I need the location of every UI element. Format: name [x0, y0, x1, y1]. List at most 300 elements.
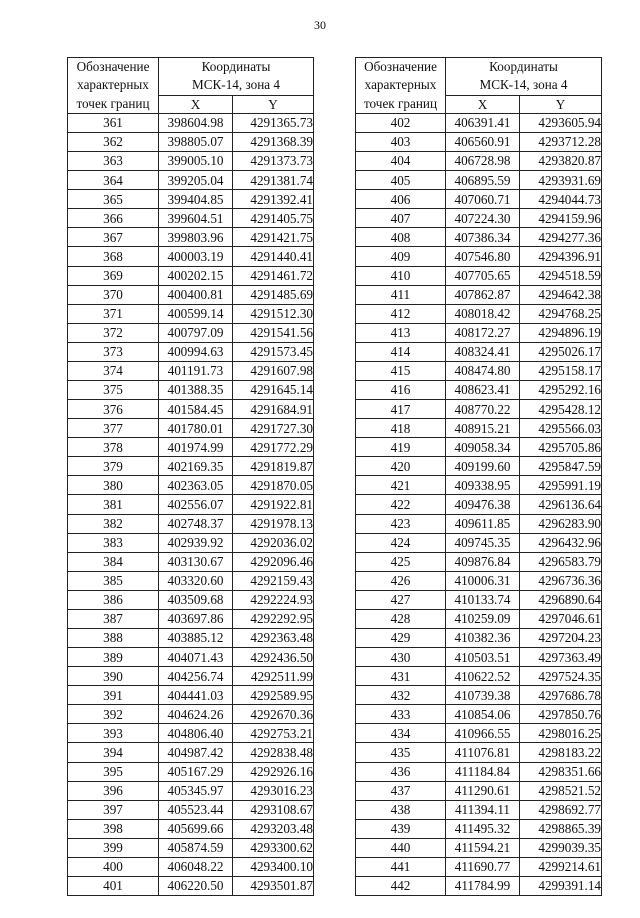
- table-row: [68, 571, 314, 590]
- y-coordinate-cell: 4291645.14: [233, 380, 314, 399]
- x-coordinate-cell: 406048.22: [159, 857, 233, 876]
- table-row: [68, 857, 314, 876]
- table-row: [68, 438, 314, 457]
- y-coordinate-cell: 4292292.95: [233, 609, 314, 628]
- x-coordinate-cell: 404806.40: [159, 724, 233, 743]
- x-coordinate-cell: 398805.07: [159, 132, 233, 151]
- table-row: [356, 819, 602, 838]
- y-coordinate-cell: 4291978.13: [233, 514, 314, 533]
- x-coordinate-cell: 409876.84: [446, 552, 520, 571]
- y-coordinate-cell: 4292926.16: [233, 762, 314, 781]
- x-coordinate-cell: 406560.91: [446, 132, 520, 151]
- table-row: [356, 877, 602, 896]
- point-id-cell: 426: [356, 571, 446, 590]
- point-id-cell: 390: [68, 667, 159, 686]
- point-id-cell: 422: [356, 495, 446, 514]
- point-id-cell: 410: [356, 266, 446, 285]
- y-coordinate-cell: 4291607.98: [233, 361, 314, 380]
- y-coordinate-cell: 4295026.17: [520, 342, 602, 361]
- x-coordinate-cell: 408018.42: [446, 304, 520, 323]
- point-id-cell: 415: [356, 361, 446, 380]
- header-coordinates: Координаты МСК-14, зона 4: [446, 58, 602, 96]
- y-coordinate-cell: 4297686.78: [520, 686, 602, 705]
- x-coordinate-cell: 401780.01: [159, 419, 233, 438]
- table-row: [68, 743, 314, 762]
- point-id-cell: 372: [68, 323, 159, 342]
- x-coordinate-cell: 402363.05: [159, 476, 233, 495]
- point-id-cell: 366: [68, 209, 159, 228]
- y-coordinate-cell: 4291684.91: [233, 400, 314, 419]
- table-row: [356, 342, 602, 361]
- table-row: [68, 247, 314, 266]
- x-coordinate-cell: 402556.07: [159, 495, 233, 514]
- point-id-cell: 409: [356, 247, 446, 266]
- table-row: [356, 171, 602, 190]
- point-id-cell: 404: [356, 152, 446, 171]
- y-coordinate-cell: 4291541.56: [233, 323, 314, 342]
- table-row: [356, 800, 602, 819]
- point-id-cell: 425: [356, 552, 446, 571]
- x-coordinate-cell: 404256.74: [159, 667, 233, 686]
- y-coordinate-cell: 4296736.36: [520, 571, 602, 590]
- point-id-cell: 378: [68, 438, 159, 457]
- point-id-cell: 414: [356, 342, 446, 361]
- table-row: [68, 266, 314, 285]
- coordinates-table-right: [355, 57, 602, 896]
- table-row: [356, 285, 602, 304]
- table-row: [356, 304, 602, 323]
- y-coordinate-cell: 4295705.86: [520, 438, 602, 457]
- y-coordinate-cell: 4295158.17: [520, 361, 602, 380]
- point-id-cell: 374: [68, 361, 159, 380]
- table-row: [68, 552, 314, 571]
- point-id-cell: 423: [356, 514, 446, 533]
- x-coordinate-cell: 400202.15: [159, 266, 233, 285]
- x-coordinate-cell: 409338.95: [446, 476, 520, 495]
- y-coordinate-cell: 4297046.61: [520, 609, 602, 628]
- y-coordinate-cell: 4294642.38: [520, 285, 602, 304]
- table-row: [68, 667, 314, 686]
- table-row: [356, 266, 602, 285]
- y-coordinate-cell: 4296136.64: [520, 495, 602, 514]
- x-coordinate-cell: 409058.34: [446, 438, 520, 457]
- point-id-cell: 392: [68, 705, 159, 724]
- x-coordinate-cell: 404071.43: [159, 648, 233, 667]
- y-coordinate-cell: 4298692.77: [520, 800, 602, 819]
- x-coordinate-cell: 407386.34: [446, 228, 520, 247]
- table-row: [68, 457, 314, 476]
- y-coordinate-cell: 4291727.30: [233, 419, 314, 438]
- x-coordinate-cell: 408623.41: [446, 380, 520, 399]
- x-coordinate-cell: 399604.51: [159, 209, 233, 228]
- point-id-cell: 416: [356, 380, 446, 399]
- point-id-cell: 373: [68, 342, 159, 361]
- point-id-cell: 386: [68, 590, 159, 609]
- point-id-cell: 400: [68, 857, 159, 876]
- point-id-cell: 387: [68, 609, 159, 628]
- table-row: [68, 514, 314, 533]
- x-coordinate-cell: 410133.74: [446, 590, 520, 609]
- point-id-cell: 442: [356, 877, 446, 896]
- point-id-cell: 376: [68, 400, 159, 419]
- table-row: [356, 476, 602, 495]
- x-coordinate-cell: 399205.04: [159, 171, 233, 190]
- y-coordinate-cell: 4291381.74: [233, 171, 314, 190]
- table-row: [356, 152, 602, 171]
- table-row: [68, 762, 314, 781]
- table-row: [68, 705, 314, 724]
- y-coordinate-cell: 4298865.39: [520, 819, 602, 838]
- table-row: [68, 380, 314, 399]
- table-row: [356, 552, 602, 571]
- x-coordinate-cell: 410854.06: [446, 705, 520, 724]
- point-id-cell: 436: [356, 762, 446, 781]
- table-row: [356, 533, 602, 552]
- point-id-cell: 411: [356, 285, 446, 304]
- x-coordinate-cell: 407546.80: [446, 247, 520, 266]
- table-row: [356, 667, 602, 686]
- x-coordinate-cell: 408474.80: [446, 361, 520, 380]
- y-coordinate-cell: 4291772.29: [233, 438, 314, 457]
- table-row: [68, 228, 314, 247]
- table-row: [68, 476, 314, 495]
- y-coordinate-cell: 4291392.41: [233, 190, 314, 209]
- point-id-cell: 371: [68, 304, 159, 323]
- point-id-cell: 394: [68, 743, 159, 762]
- x-coordinate-cell: 403130.67: [159, 552, 233, 571]
- point-id-cell: 424: [356, 533, 446, 552]
- point-id-cell: 380: [68, 476, 159, 495]
- x-coordinate-cell: 406728.98: [446, 152, 520, 171]
- point-id-cell: 361: [68, 113, 159, 132]
- y-coordinate-cell: 4299391.14: [520, 877, 602, 896]
- y-coordinate-cell: 4291485.69: [233, 285, 314, 304]
- y-coordinate-cell: 4292096.46: [233, 552, 314, 571]
- point-id-cell: 402: [356, 113, 446, 132]
- point-id-cell: 431: [356, 667, 446, 686]
- point-id-cell: 388: [68, 629, 159, 648]
- y-coordinate-cell: 4297524.35: [520, 667, 602, 686]
- x-coordinate-cell: 408770.22: [446, 400, 520, 419]
- header-y: Y: [520, 95, 602, 113]
- point-id-cell: 397: [68, 800, 159, 819]
- table-row: [68, 495, 314, 514]
- y-coordinate-cell: 4298183.22: [520, 743, 602, 762]
- table-row: [68, 800, 314, 819]
- y-coordinate-cell: 4293400.10: [233, 857, 314, 876]
- y-coordinate-cell: 4298521.52: [520, 781, 602, 800]
- point-id-cell: 391: [68, 686, 159, 705]
- table-row: [68, 648, 314, 667]
- table-row: [356, 438, 602, 457]
- x-coordinate-cell: 404987.42: [159, 743, 233, 762]
- point-id-cell: 440: [356, 838, 446, 857]
- x-coordinate-cell: 411784.99: [446, 877, 520, 896]
- table-row: [356, 400, 602, 419]
- y-coordinate-cell: 4294896.19: [520, 323, 602, 342]
- point-id-cell: 385: [68, 571, 159, 590]
- y-coordinate-cell: 4298016.25: [520, 724, 602, 743]
- table-row: [356, 609, 602, 628]
- table-row: [356, 743, 602, 762]
- point-id-cell: 365: [68, 190, 159, 209]
- table-row: [356, 132, 602, 151]
- point-id-cell: 367: [68, 228, 159, 247]
- y-coordinate-cell: 4295566.03: [520, 419, 602, 438]
- x-coordinate-cell: 401191.73: [159, 361, 233, 380]
- y-coordinate-cell: 4297204.23: [520, 629, 602, 648]
- x-coordinate-cell: 408172.27: [446, 323, 520, 342]
- header-x: X: [159, 95, 233, 113]
- y-coordinate-cell: 4296432.96: [520, 533, 602, 552]
- y-coordinate-cell: 4291440.41: [233, 247, 314, 266]
- point-id-cell: 375: [68, 380, 159, 399]
- y-coordinate-cell: 4291870.05: [233, 476, 314, 495]
- point-id-cell: 396: [68, 781, 159, 800]
- x-coordinate-cell: 411394.11: [446, 800, 520, 819]
- point-id-cell: 368: [68, 247, 159, 266]
- table-row: [68, 629, 314, 648]
- y-coordinate-cell: 4291512.30: [233, 304, 314, 323]
- x-coordinate-cell: 411495.32: [446, 819, 520, 838]
- y-coordinate-cell: 4294768.25: [520, 304, 602, 323]
- y-coordinate-cell: 4292159.43: [233, 571, 314, 590]
- table-row: [68, 819, 314, 838]
- x-coordinate-cell: 408324.41: [446, 342, 520, 361]
- y-coordinate-cell: 4297850.76: [520, 705, 602, 724]
- y-coordinate-cell: 4291573.45: [233, 342, 314, 361]
- y-coordinate-cell: 4293108.67: [233, 800, 314, 819]
- table-row: [356, 419, 602, 438]
- x-coordinate-cell: 405167.29: [159, 762, 233, 781]
- x-coordinate-cell: 401974.99: [159, 438, 233, 457]
- y-coordinate-cell: 4292670.36: [233, 705, 314, 724]
- point-id-cell: 433: [356, 705, 446, 724]
- y-coordinate-cell: 4291365.73: [233, 113, 314, 132]
- y-coordinate-cell: 4296283.90: [520, 514, 602, 533]
- y-coordinate-cell: 4295847.59: [520, 457, 602, 476]
- x-coordinate-cell: 403885.12: [159, 629, 233, 648]
- table-row: [68, 190, 314, 209]
- table-row: [356, 514, 602, 533]
- x-coordinate-cell: 410382.36: [446, 629, 520, 648]
- x-coordinate-cell: 407862.87: [446, 285, 520, 304]
- x-coordinate-cell: 406220.50: [159, 877, 233, 896]
- table-row: [68, 419, 314, 438]
- x-coordinate-cell: 400400.81: [159, 285, 233, 304]
- table-row: [68, 152, 314, 171]
- x-coordinate-cell: 407705.65: [446, 266, 520, 285]
- table-row: [356, 590, 602, 609]
- x-coordinate-cell: 398604.98: [159, 113, 233, 132]
- y-coordinate-cell: 4291461.72: [233, 266, 314, 285]
- x-coordinate-cell: 402169.35: [159, 457, 233, 476]
- table-row: [68, 171, 314, 190]
- y-coordinate-cell: 4292363.48: [233, 629, 314, 648]
- x-coordinate-cell: 410503.51: [446, 648, 520, 667]
- y-coordinate-cell: 4294159.96: [520, 209, 602, 228]
- x-coordinate-cell: 402748.37: [159, 514, 233, 533]
- y-coordinate-cell: 4292224.93: [233, 590, 314, 609]
- x-coordinate-cell: 410966.55: [446, 724, 520, 743]
- x-coordinate-cell: 401584.45: [159, 400, 233, 419]
- header-point-label: Обозначение характерных точек границ: [68, 58, 159, 114]
- point-id-cell: 398: [68, 819, 159, 838]
- y-coordinate-cell: 4299039.35: [520, 838, 602, 857]
- coordinates-table-left: [67, 57, 314, 896]
- y-coordinate-cell: 4295991.19: [520, 476, 602, 495]
- table-row: [356, 228, 602, 247]
- y-coordinate-cell: 4291368.39: [233, 132, 314, 151]
- header-x: X: [446, 95, 520, 113]
- x-coordinate-cell: 402939.92: [159, 533, 233, 552]
- point-id-cell: 401: [68, 877, 159, 896]
- x-coordinate-cell: 411184.84: [446, 762, 520, 781]
- x-coordinate-cell: 399404.85: [159, 190, 233, 209]
- table-row: [68, 686, 314, 705]
- y-coordinate-cell: 4291373.73: [233, 152, 314, 171]
- table-row: [68, 361, 314, 380]
- y-coordinate-cell: 4292436.50: [233, 648, 314, 667]
- table-row: [68, 533, 314, 552]
- point-id-cell: 412: [356, 304, 446, 323]
- point-id-cell: 393: [68, 724, 159, 743]
- table-row: [356, 686, 602, 705]
- x-coordinate-cell: 401388.35: [159, 380, 233, 399]
- point-id-cell: 418: [356, 419, 446, 438]
- point-id-cell: 382: [68, 514, 159, 533]
- x-coordinate-cell: 400797.09: [159, 323, 233, 342]
- x-coordinate-cell: 399005.10: [159, 152, 233, 171]
- point-id-cell: 384: [68, 552, 159, 571]
- x-coordinate-cell: 405699.66: [159, 819, 233, 838]
- point-id-cell: 428: [356, 609, 446, 628]
- point-id-cell: 439: [356, 819, 446, 838]
- table-row: [356, 247, 602, 266]
- point-id-cell: 435: [356, 743, 446, 762]
- x-coordinate-cell: 408915.21: [446, 419, 520, 438]
- x-coordinate-cell: 410006.31: [446, 571, 520, 590]
- x-coordinate-cell: 409611.85: [446, 514, 520, 533]
- x-coordinate-cell: 410622.52: [446, 667, 520, 686]
- y-coordinate-cell: 4294277.36: [520, 228, 602, 247]
- x-coordinate-cell: 399803.96: [159, 228, 233, 247]
- point-id-cell: 441: [356, 857, 446, 876]
- x-coordinate-cell: 409476.38: [446, 495, 520, 514]
- x-coordinate-cell: 409745.35: [446, 533, 520, 552]
- y-coordinate-cell: 4292753.21: [233, 724, 314, 743]
- point-id-cell: 389: [68, 648, 159, 667]
- y-coordinate-cell: 4295428.12: [520, 400, 602, 419]
- table-row: [356, 571, 602, 590]
- x-coordinate-cell: 404441.03: [159, 686, 233, 705]
- table-row: [356, 838, 602, 857]
- x-coordinate-cell: 403697.86: [159, 609, 233, 628]
- x-coordinate-cell: 403320.60: [159, 571, 233, 590]
- y-coordinate-cell: 4291819.87: [233, 457, 314, 476]
- point-id-cell: 369: [68, 266, 159, 285]
- point-id-cell: 429: [356, 629, 446, 648]
- x-coordinate-cell: 405345.97: [159, 781, 233, 800]
- point-id-cell: 408: [356, 228, 446, 247]
- header-coordinates: Координаты МСК-14, зона 4: [159, 58, 314, 96]
- point-id-cell: 427: [356, 590, 446, 609]
- y-coordinate-cell: 4293016.23: [233, 781, 314, 800]
- table-row: [356, 762, 602, 781]
- point-id-cell: 419: [356, 438, 446, 457]
- point-id-cell: 363: [68, 152, 159, 171]
- y-coordinate-cell: 4297363.49: [520, 648, 602, 667]
- y-coordinate-cell: 4294044.73: [520, 190, 602, 209]
- point-id-cell: 430: [356, 648, 446, 667]
- y-coordinate-cell: 4293501.87: [233, 877, 314, 896]
- x-coordinate-cell: 400994.63: [159, 342, 233, 361]
- table-row: [68, 323, 314, 342]
- y-coordinate-cell: 4293605.94: [520, 113, 602, 132]
- point-id-cell: 407: [356, 209, 446, 228]
- y-coordinate-cell: 4293203.48: [233, 819, 314, 838]
- y-coordinate-cell: 4298351.66: [520, 762, 602, 781]
- table-row: [356, 629, 602, 648]
- x-coordinate-cell: 409199.60: [446, 457, 520, 476]
- x-coordinate-cell: 404624.26: [159, 705, 233, 724]
- point-id-cell: 364: [68, 171, 159, 190]
- table-row: [356, 209, 602, 228]
- table-row: [356, 857, 602, 876]
- table-row: [68, 781, 314, 800]
- point-id-cell: 362: [68, 132, 159, 151]
- x-coordinate-cell: 410259.09: [446, 609, 520, 628]
- table-row: [68, 209, 314, 228]
- x-coordinate-cell: 407224.30: [446, 209, 520, 228]
- table-row: [356, 323, 602, 342]
- table-row: [356, 457, 602, 476]
- y-coordinate-cell: 4294396.91: [520, 247, 602, 266]
- point-id-cell: 379: [68, 457, 159, 476]
- table-row: [68, 838, 314, 857]
- table-row: [68, 724, 314, 743]
- y-coordinate-cell: 4292838.48: [233, 743, 314, 762]
- table-row: [68, 342, 314, 361]
- x-coordinate-cell: 411076.81: [446, 743, 520, 762]
- y-coordinate-cell: 4292589.95: [233, 686, 314, 705]
- table-row: [356, 648, 602, 667]
- table-row: [356, 113, 602, 132]
- y-coordinate-cell: 4299214.61: [520, 857, 602, 876]
- x-coordinate-cell: 406391.41: [446, 113, 520, 132]
- y-coordinate-cell: 4292036.02: [233, 533, 314, 552]
- x-coordinate-cell: 400599.14: [159, 304, 233, 323]
- y-coordinate-cell: 4293820.87: [520, 152, 602, 171]
- table-row: [68, 132, 314, 151]
- table-row: [356, 495, 602, 514]
- table-row: [68, 877, 314, 896]
- point-id-cell: 417: [356, 400, 446, 419]
- table-row: [356, 361, 602, 380]
- table-row: [68, 609, 314, 628]
- y-coordinate-cell: 4295292.16: [520, 380, 602, 399]
- point-id-cell: 421: [356, 476, 446, 495]
- point-id-cell: 383: [68, 533, 159, 552]
- y-coordinate-cell: 4294518.59: [520, 266, 602, 285]
- point-id-cell: 437: [356, 781, 446, 800]
- x-coordinate-cell: 407060.71: [446, 190, 520, 209]
- point-id-cell: 399: [68, 838, 159, 857]
- y-coordinate-cell: 4293712.28: [520, 132, 602, 151]
- x-coordinate-cell: 411690.77: [446, 857, 520, 876]
- table-row: [68, 400, 314, 419]
- x-coordinate-cell: 405523.44: [159, 800, 233, 819]
